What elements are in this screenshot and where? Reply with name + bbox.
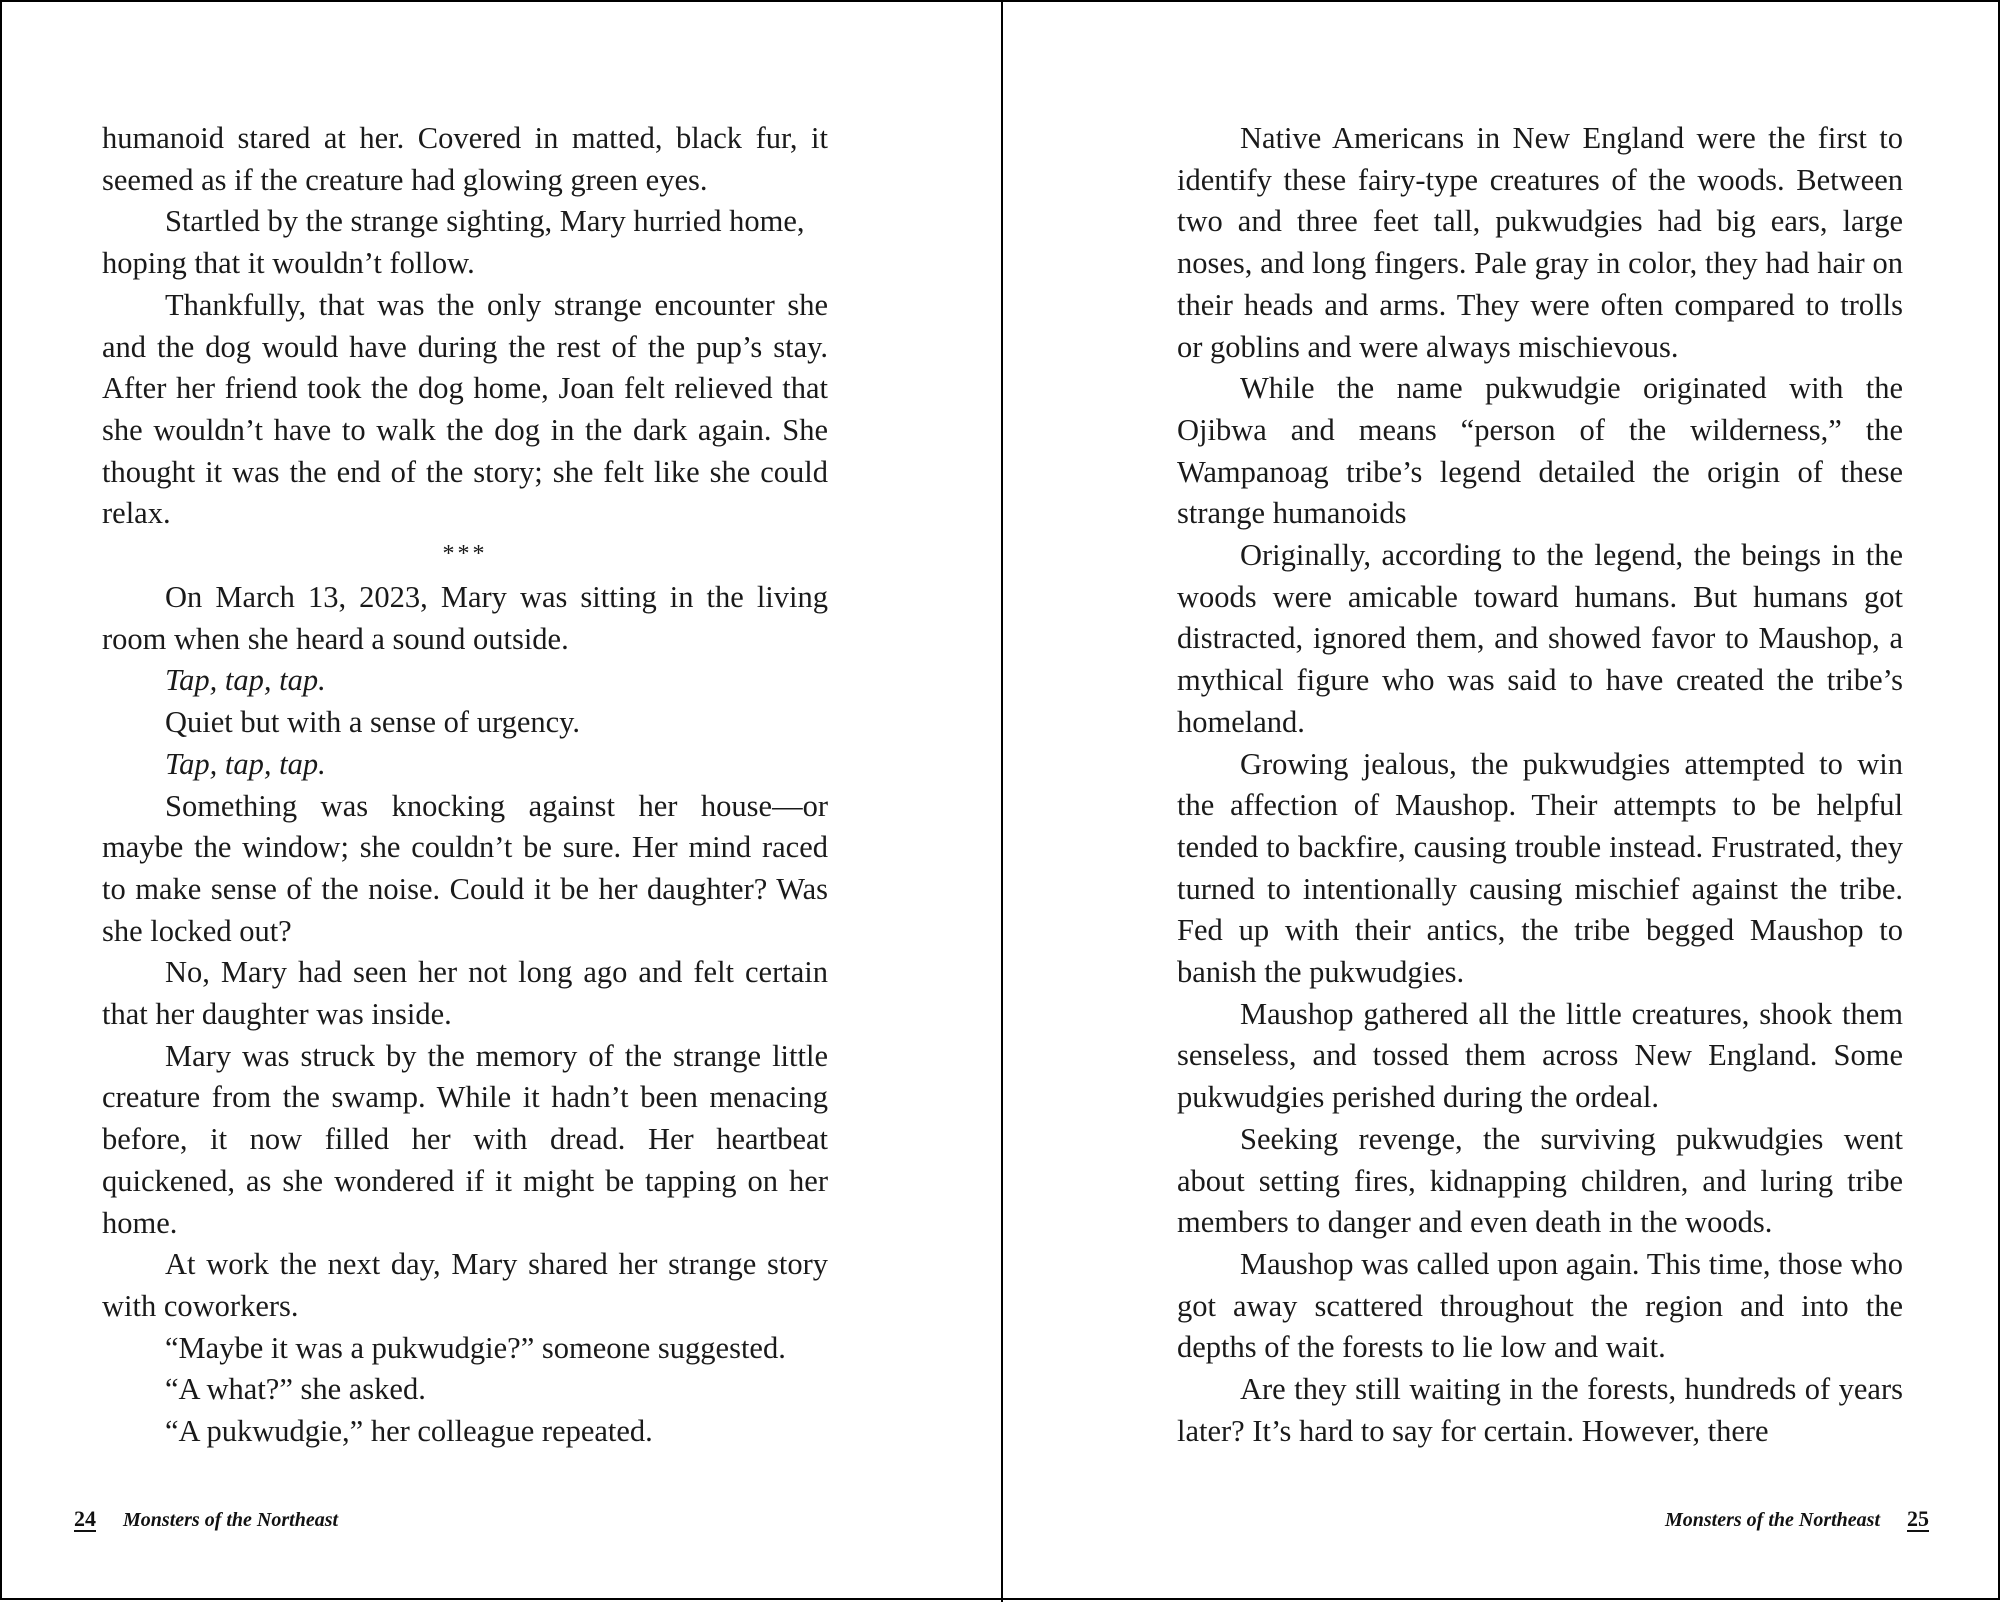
paragraph: Native Americans in New England were the first to identify these fairy-type creatures of the woods. Between two and three feet tall, pukwudgies had big ears, large noses, and long fingers. Pale gray in color, they had hair on their heads and arms. They were often compared to trolls or goblins and were always mischievous. xyxy=(1177,121,1903,364)
paragraph: Growing jealous, the pukwudgies attempted to win the affection of Maushop. Their attempts to be helpful tended to backfire, causing trouble instead. Frustrated, they turned to intentionally causing mischief against the tribe. Fed up with their antics, the tribe begged Maushop to banish the pukwudgies. xyxy=(1177,746,1903,990)
paragraph: Quiet but with a sense of urgency. xyxy=(165,705,581,740)
page-number: 24 xyxy=(74,1506,96,1531)
paragraph: “Maybe it was a pukwudgie?” someone suggested. xyxy=(165,1330,786,1365)
paragraph: Are they still waiting in the forests, hundreds of years later? It’s hard to say for certain. However, there xyxy=(1177,1372,1903,1448)
paragraph: Tap, tap, tap. xyxy=(165,746,326,781)
right-page-body xyxy=(1177,118,1903,1453)
paragraph: Seeking revenge, the surviving pukwudgies went about setting fires, kidnapping children, and luring tribe members to danger and even death in the woods. xyxy=(1177,1121,1903,1240)
page-number: 25 xyxy=(1907,1506,1929,1531)
right-footer xyxy=(1665,1506,1929,1532)
paragraph: Thankfully, that was the only strange encounter she and the dog would have during the rest of the pup’s stay. After her friend took the dog home, Joan felt relieved that she wouldn’t have to walk the dog in the dark again. She thought it was the end of the story; she felt like she could relax. xyxy=(102,287,828,531)
paragraph: “A pukwudgie,” her colleague repeated. xyxy=(165,1414,653,1449)
running-head: Monsters of the Northeast xyxy=(123,1509,339,1531)
paragraph: Originally, according to the legend, the beings in the woods were amicable toward humans. But humans got distracted, ignored them, and showed favor to Maushop, a mythical figure who was said to have created the tribe’s homeland. xyxy=(1177,538,1903,739)
paragraph: humanoid stared at her. Covered in matted, black fur, it seemed as if the creature had glowing green eyes. xyxy=(102,121,828,197)
paragraph: On March 13, 2023, Mary was sitting in the living room when she heard a sound outside. xyxy=(102,580,828,656)
paragraph: “A what?” she asked. xyxy=(165,1372,426,1407)
paragraph: Maushop was called upon again. This time, those who got away scattered throughout the region and into the depths of the forests to lie low and wait. xyxy=(1177,1246,1903,1365)
left-page-body xyxy=(102,118,828,1453)
paragraph: Mary was struck by the memory of the strange little creature from the swamp. While it hadn’t been menacing before, it now filled her with dread. Her heartbeat quickened, as she wondered if it might be tapping on her home. xyxy=(102,1038,828,1240)
paragraph: At work the next day, Mary shared her strange story with coworkers. xyxy=(102,1247,828,1323)
paragraph: While the name pukwudgie originated with the Ojibwa and means “person of the wilderness,” the Wampanoag tribe’s legend detailed the origin of these strange humanoids xyxy=(1177,371,1903,531)
paragraph: Startled by the strange sighting, Mary hurried home, hoping that it wouldn’t follow. xyxy=(102,204,805,281)
paragraph: No, Mary had seen her not long ago and felt certain that her daughter was inside. xyxy=(102,955,828,1032)
paragraph: Tap, tap, tap. xyxy=(165,663,326,698)
left-footer xyxy=(74,1506,338,1532)
left-page xyxy=(2,2,1000,1598)
section-break: *** xyxy=(442,541,488,568)
running-head: Monsters of the Northeast xyxy=(1664,1509,1880,1531)
right-page xyxy=(1003,2,2000,1598)
paragraph: Something was knocking against her house—or maybe the window; she couldn’t be sure. Her mind raced to make sense of the noise. Could it be her daughter? Was she locked out? xyxy=(102,788,828,948)
paragraph: Maushop gathered all the little creatures, shook them senseless, and tossed them across New England. Some pukwudgies perished during the ordeal. xyxy=(1177,996,1903,1115)
